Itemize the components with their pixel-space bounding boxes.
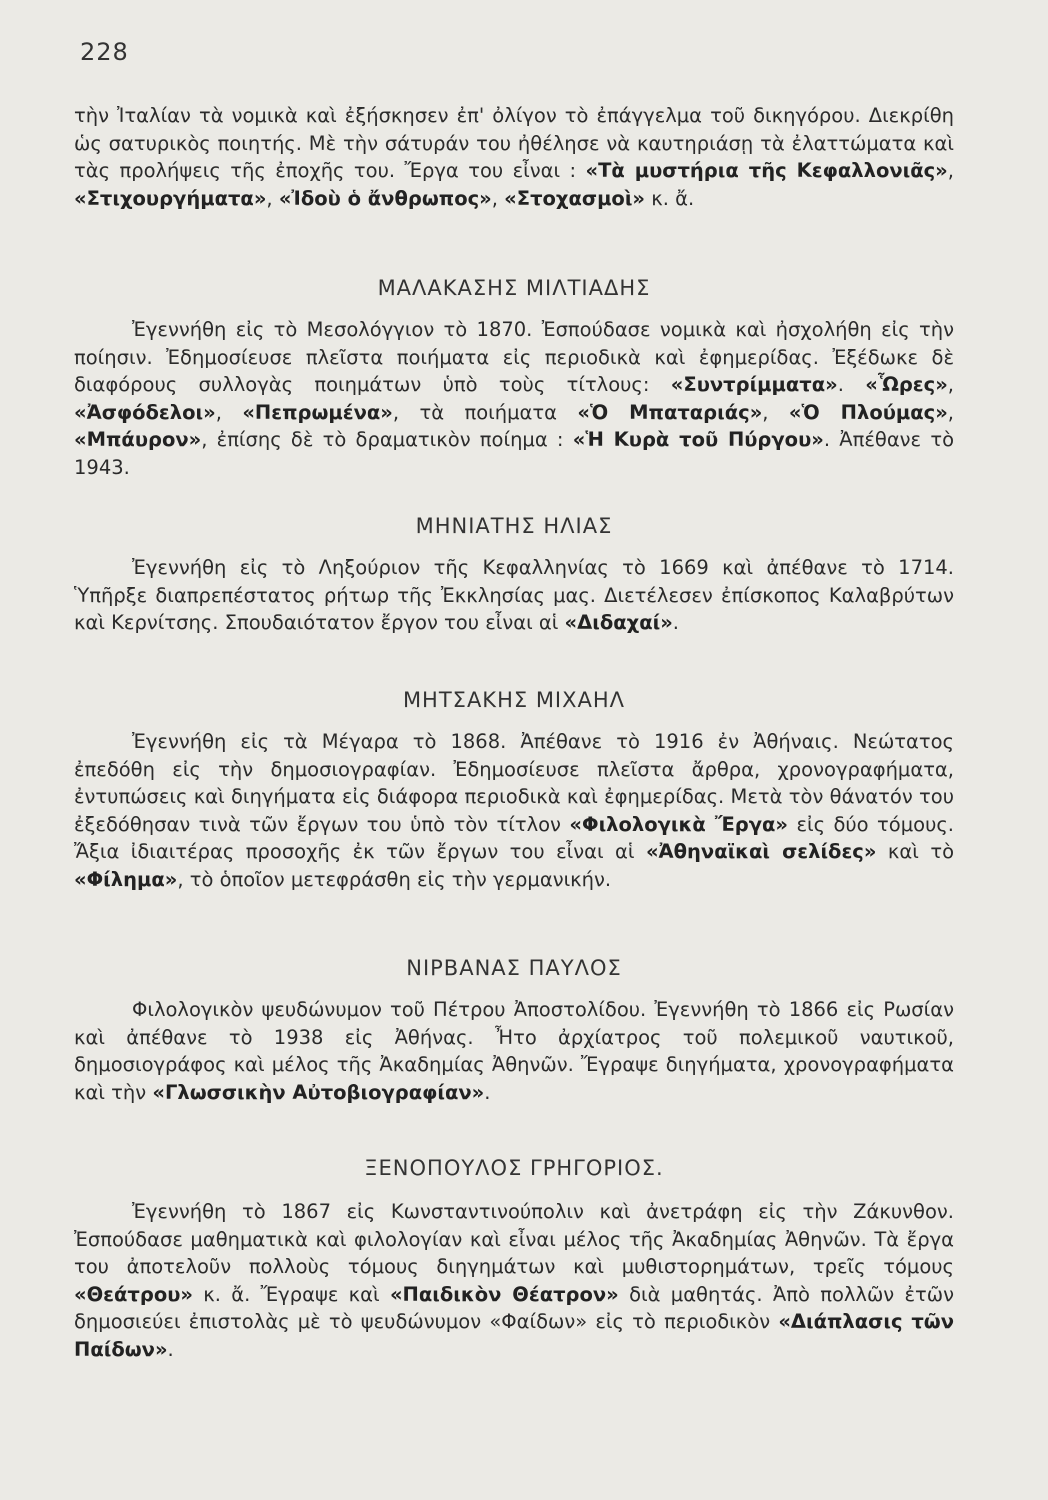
page-number: 228 [80,38,129,66]
section-heading-xenopoulos: ΞΕΝΟΠΟΥΛΟΣ ΓΡΗΓΟΡΙΟΣ. [364,1156,664,1180]
body-text: , τὰ ποιήματα [392,400,578,424]
intro-title-1: «Τὰ μυστήρια τῆς Κεφαλλονιᾶς» [585,159,948,182]
intro-title-4: «Στοχασμοὶ» [504,186,646,210]
work-title: «Θεάτρου» [74,1282,193,1306]
work-title: «Ὧρες» [865,373,948,396]
body-text: εἰς δύο τόμους. Ἄξια ἰδιαιτέρας προσοχῆς ἐκ τῶν ἔργων του εἶναι αἱ [74,812,954,863]
section-body-mitsakis [74,728,954,893]
section-heading-malakasis: ΜΑΛΑΚΑΣΗΣ ΜΙΛΤΙΑΔΗΣ [377,276,651,300]
section-heading-nirvanas: ΝΙΡΒΑΝΑΣ ΠΑΥΛΟΣ [406,956,622,980]
body-text: διὰ μαθητάς. Ἀπὸ πολλῶν ἐτῶν δημοσιεύει ἐπιστολὰς μὲ τὸ ψευδώνυμον «Φαίδων» εἰς τὸ περιοδικὸν [74,1282,954,1333]
work-title: «Μπάυρον» [74,428,202,451]
body-text: , τὸ ὁποῖον μετεφράσθη εἰς τὴν γερμανικήν. [177,867,612,891]
work-title: «Ἡ Κυρὰ τοῦ Πύργου» [572,428,824,451]
body-text: κ. ἄ. Ἔγραψε καὶ [193,1282,390,1306]
work-title: «Ὁ Πλούμας» [788,400,948,424]
work-title: «Διδαχαί» [564,611,673,634]
section-heading-miniatis: ΜΗΝΙΑΤΗΣ ΗΛΙΑΣ [415,514,613,538]
body-text: Ἐγεννήθη εἰς τὸ Μεσολόγγιον τὸ 1870. Ἐσπούδασε νομικὰ καὶ ἠσχολήθη εἰς τὴν ποίησιν. Ἐδημοσίευσε πλεῖστα ποιήματα εἰς περιοδικὰ καὶ ἐφημερίδας. Ἐξέδωκε δὲ διαφόρους συλλογὰς ποιημάτων ὑπὸ τοὺς τίτλους: [74,318,954,396]
work-title: «Συντρίμματα» [670,373,838,396]
body-text: . [484,1080,491,1104]
body-text: , [762,400,789,424]
section-heading-mitsakis: ΜΗΤΣΑΚΗΣ ΜΙΧΑΗΛ [402,688,626,712]
body-text: Ἐγεννήθη τὸ 1867 εἰς Κωνσταντινούπολιν καὶ ἀνετράφη εἰς τὴν Ζάκυνθον. Ἐσπούδασε μαθηματικὰ καὶ φιλολογίαν καὶ εἶναι μέλος τῆς Ἀκαδημίας Ἀθηνῶν. Τὰ ἔργα του ἀποτελοῦν πολλοὺς τόμους διηγημάτων καὶ μυθιστορημάτων, τρεῖς τόμους [74,1200,954,1278]
intro-title-2: «Στιχουργήματα» [74,186,267,210]
body-text: . [672,611,679,634]
body-text: Φιλολογικὸν ψευδώνυμον τοῦ Πέτρου Ἀποστολίδου. Ἐγεννήθη τὸ 1866 εἰς Ρωσίαν καὶ ἀπέθανε τὸ 1938 εἰς Ἀθήνας. Ἦτο ἀρχίατρος τοῦ πολεμικοῦ ναυτικοῦ, δημοσιογράφος καὶ μέλος τῆς Ἀκαδημίας Ἀθηνῶν. Ἔγραψε διηγήματα, χρονογραφήματα καὶ τὴν [74,998,954,1104]
body-text: καὶ τὸ [876,840,954,863]
body-text: . Ἀπέθανε τὸ 1943. [74,428,954,479]
work-title: «Πεπρωμένα» [242,400,393,424]
body-text: , [947,373,954,396]
body-text: , [215,400,243,424]
work-title: «Γλωσσικὴν Αὐτοβιογραφίαν» [152,1080,485,1104]
intro-text: τὴν Ἰταλίαν τὰ νομικὰ καὶ ἐξήσκησεν ἐπ' ὀλίγον τὸ ἐπάγγελμα τοῦ δικηγόρου. Διεκρίθη ὡς σατυρικὸς ποιητής. Μὲ τὴν σάτυράν του ἠθέλησε νὰ καυτηριάσῃ τὰ ἐλαττώματα καὶ τὰς προλήψεις τῆς ἐποχῆς του. Ἔργα του εἶναι : [74,104,954,182]
body-text: , ἐπίσης δὲ τὸ δραματικὸν ποίημα : [201,428,573,451]
work-title: «Ἀθηναϊκαὶ σελίδες» [645,840,877,863]
body-text: Ἐγεννήθη εἰς τὸ Ληξούριον τῆς Κεφαλληνίας τὸ 1669 καὶ ἀπέθανε τὸ 1714. Ὑπῆρξε διαπρεπέστατος ρήτωρ τῆς Ἐκκλησίας μας. Διετέλεσεν ἐπίσκοπος Καλαβρύτων καὶ Κερνίτσης. Σπουδαιότατον ἔργον του εἶναι αἱ [74,556,954,634]
intro-paragraph [74,102,954,212]
intro-title-3: «Ἰδοὺ ὁ ἄνθρωπος» [278,186,492,210]
work-title: «Ἀσφόδελοι» [74,400,216,424]
work-title: «Φίλημα» [74,867,178,891]
work-title: «Φιλολογικὰ Ἔργα» [569,812,788,836]
intro-sep: , [491,186,505,210]
work-title: «Διάπλασις τῶν Παίδων» [74,1310,954,1361]
work-title: «Ὁ Μπαταριάς» [577,400,763,424]
work-title: «Παιδικὸν Θέατρον» [389,1282,619,1306]
section-body-malakasis [74,316,954,481]
body-text: . [167,1337,174,1361]
section-body-nirvanas [74,996,954,1106]
intro-end: κ. ἄ. [645,186,695,210]
body-text: , [947,400,954,424]
intro-sep: , [947,159,954,182]
intro-sep: , [266,186,279,210]
section-body-xenopoulos [74,1198,954,1363]
body-text: . [837,373,866,396]
body-text: Ἐγεννήθη εἰς τὰ Μέγαρα τὸ 1868. Ἀπέθανε τὸ 1916 ἐν Ἀθήναις. Νεώτατος ἐπεδόθη εἰς τὴν δημοσιογραφίαν. Ἐδημοσίευσε πλεῖστα ἄρθρα, χρονογραφήματα, ἐντυπώσεις καὶ διηγήματα εἰς διάφορα περιοδικὰ καὶ ἐφημερίδας. Μετὰ τὸν θάνατόν του ἐξεδόθησαν τινὰ τῶν ἔργων του ὑπὸ τὸν τίτλον [74,730,954,836]
section-body-miniatis [74,554,954,637]
